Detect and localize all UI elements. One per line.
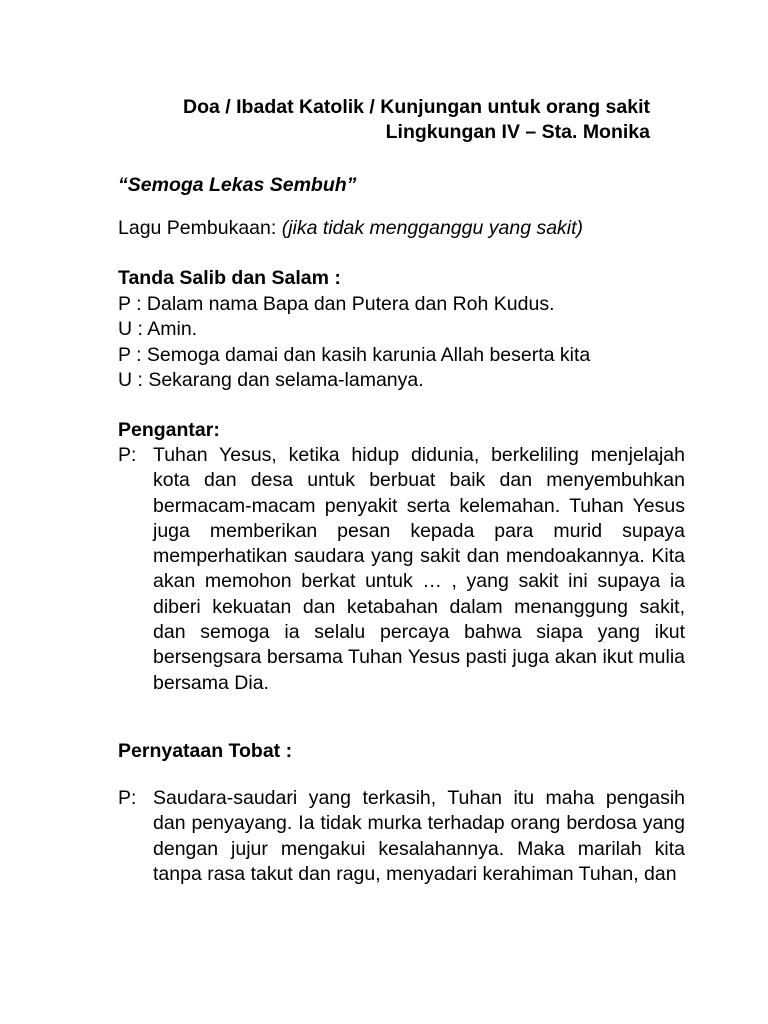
document-title: Doa / Ibadat Katolik / Kunjungan untuk orang sakit bbox=[183, 96, 650, 118]
dialogue-line: P : Dalam nama Bapa dan Putera dan Roh Kudus. bbox=[118, 293, 555, 315]
opening-song-label: Lagu Pembukaan: bbox=[118, 217, 282, 239]
document-subheading: Lingkungan IV – Sta. Monika bbox=[385, 121, 650, 143]
dialogue-line: P : Semoga damai dan kasih karunia Allah beserta kita bbox=[118, 343, 591, 366]
opening-song bbox=[118, 216, 650, 241]
speaker-label: P: bbox=[118, 444, 137, 466]
dialogue-line: U : Amin. bbox=[118, 318, 198, 341]
sign-of-cross-dialogue bbox=[118, 292, 650, 393]
prayer-theme: “Semoga Lekas Sembuh” bbox=[118, 174, 357, 196]
dialogue-line: U : Sekarang dan selama-lamanya. bbox=[118, 368, 424, 391]
opening-song-note: (jika tidak mengganggu yang sakit) bbox=[281, 217, 584, 239]
introduction-paragraph bbox=[118, 443, 685, 696]
section-heading-penitence: Pernyataan Tobat : bbox=[118, 740, 293, 762]
penitence-text: Saudara-saudari yang terkasih, Tuhan itu maha pengasih dan penyayang. Ia tidak murka terhadap orang berdosa yang dengan jujur mengakui kesalahannya. Maka marilah kita tanpa rasa takut dan ragu, menyadari kerahiman Tuhan, dan bbox=[153, 787, 685, 885]
introduction-text: Tuhan Yesus, ketika hidup didunia, berkeliling menjelajah kota dan desa untuk berbuat baik dan menyembuhkan bermacam-macam penyakit serta kelemahan. Tuhan Yesus juga memberikan pesan kepada para murid supaya memperhatikan saudara yang sakit dan mendoakannya. Kita akan memohon berkat untuk … , yang sakit ini supaya ia diberi kekuatan dan ketabahan dalam menanggung sakit, dan semoga ia selalu percaya bahwa siapa yang ikut bersengsara bersama Tuhan Yesus pasti juga akan ikut mulia bersama Dia. bbox=[153, 444, 685, 694]
speaker-label: P: bbox=[118, 787, 137, 809]
section-heading-introduction: Pengantar: bbox=[118, 419, 220, 441]
section-heading-sign-of-cross: Tanda Salib dan Salam : bbox=[118, 267, 341, 289]
penitence-paragraph bbox=[118, 786, 685, 887]
